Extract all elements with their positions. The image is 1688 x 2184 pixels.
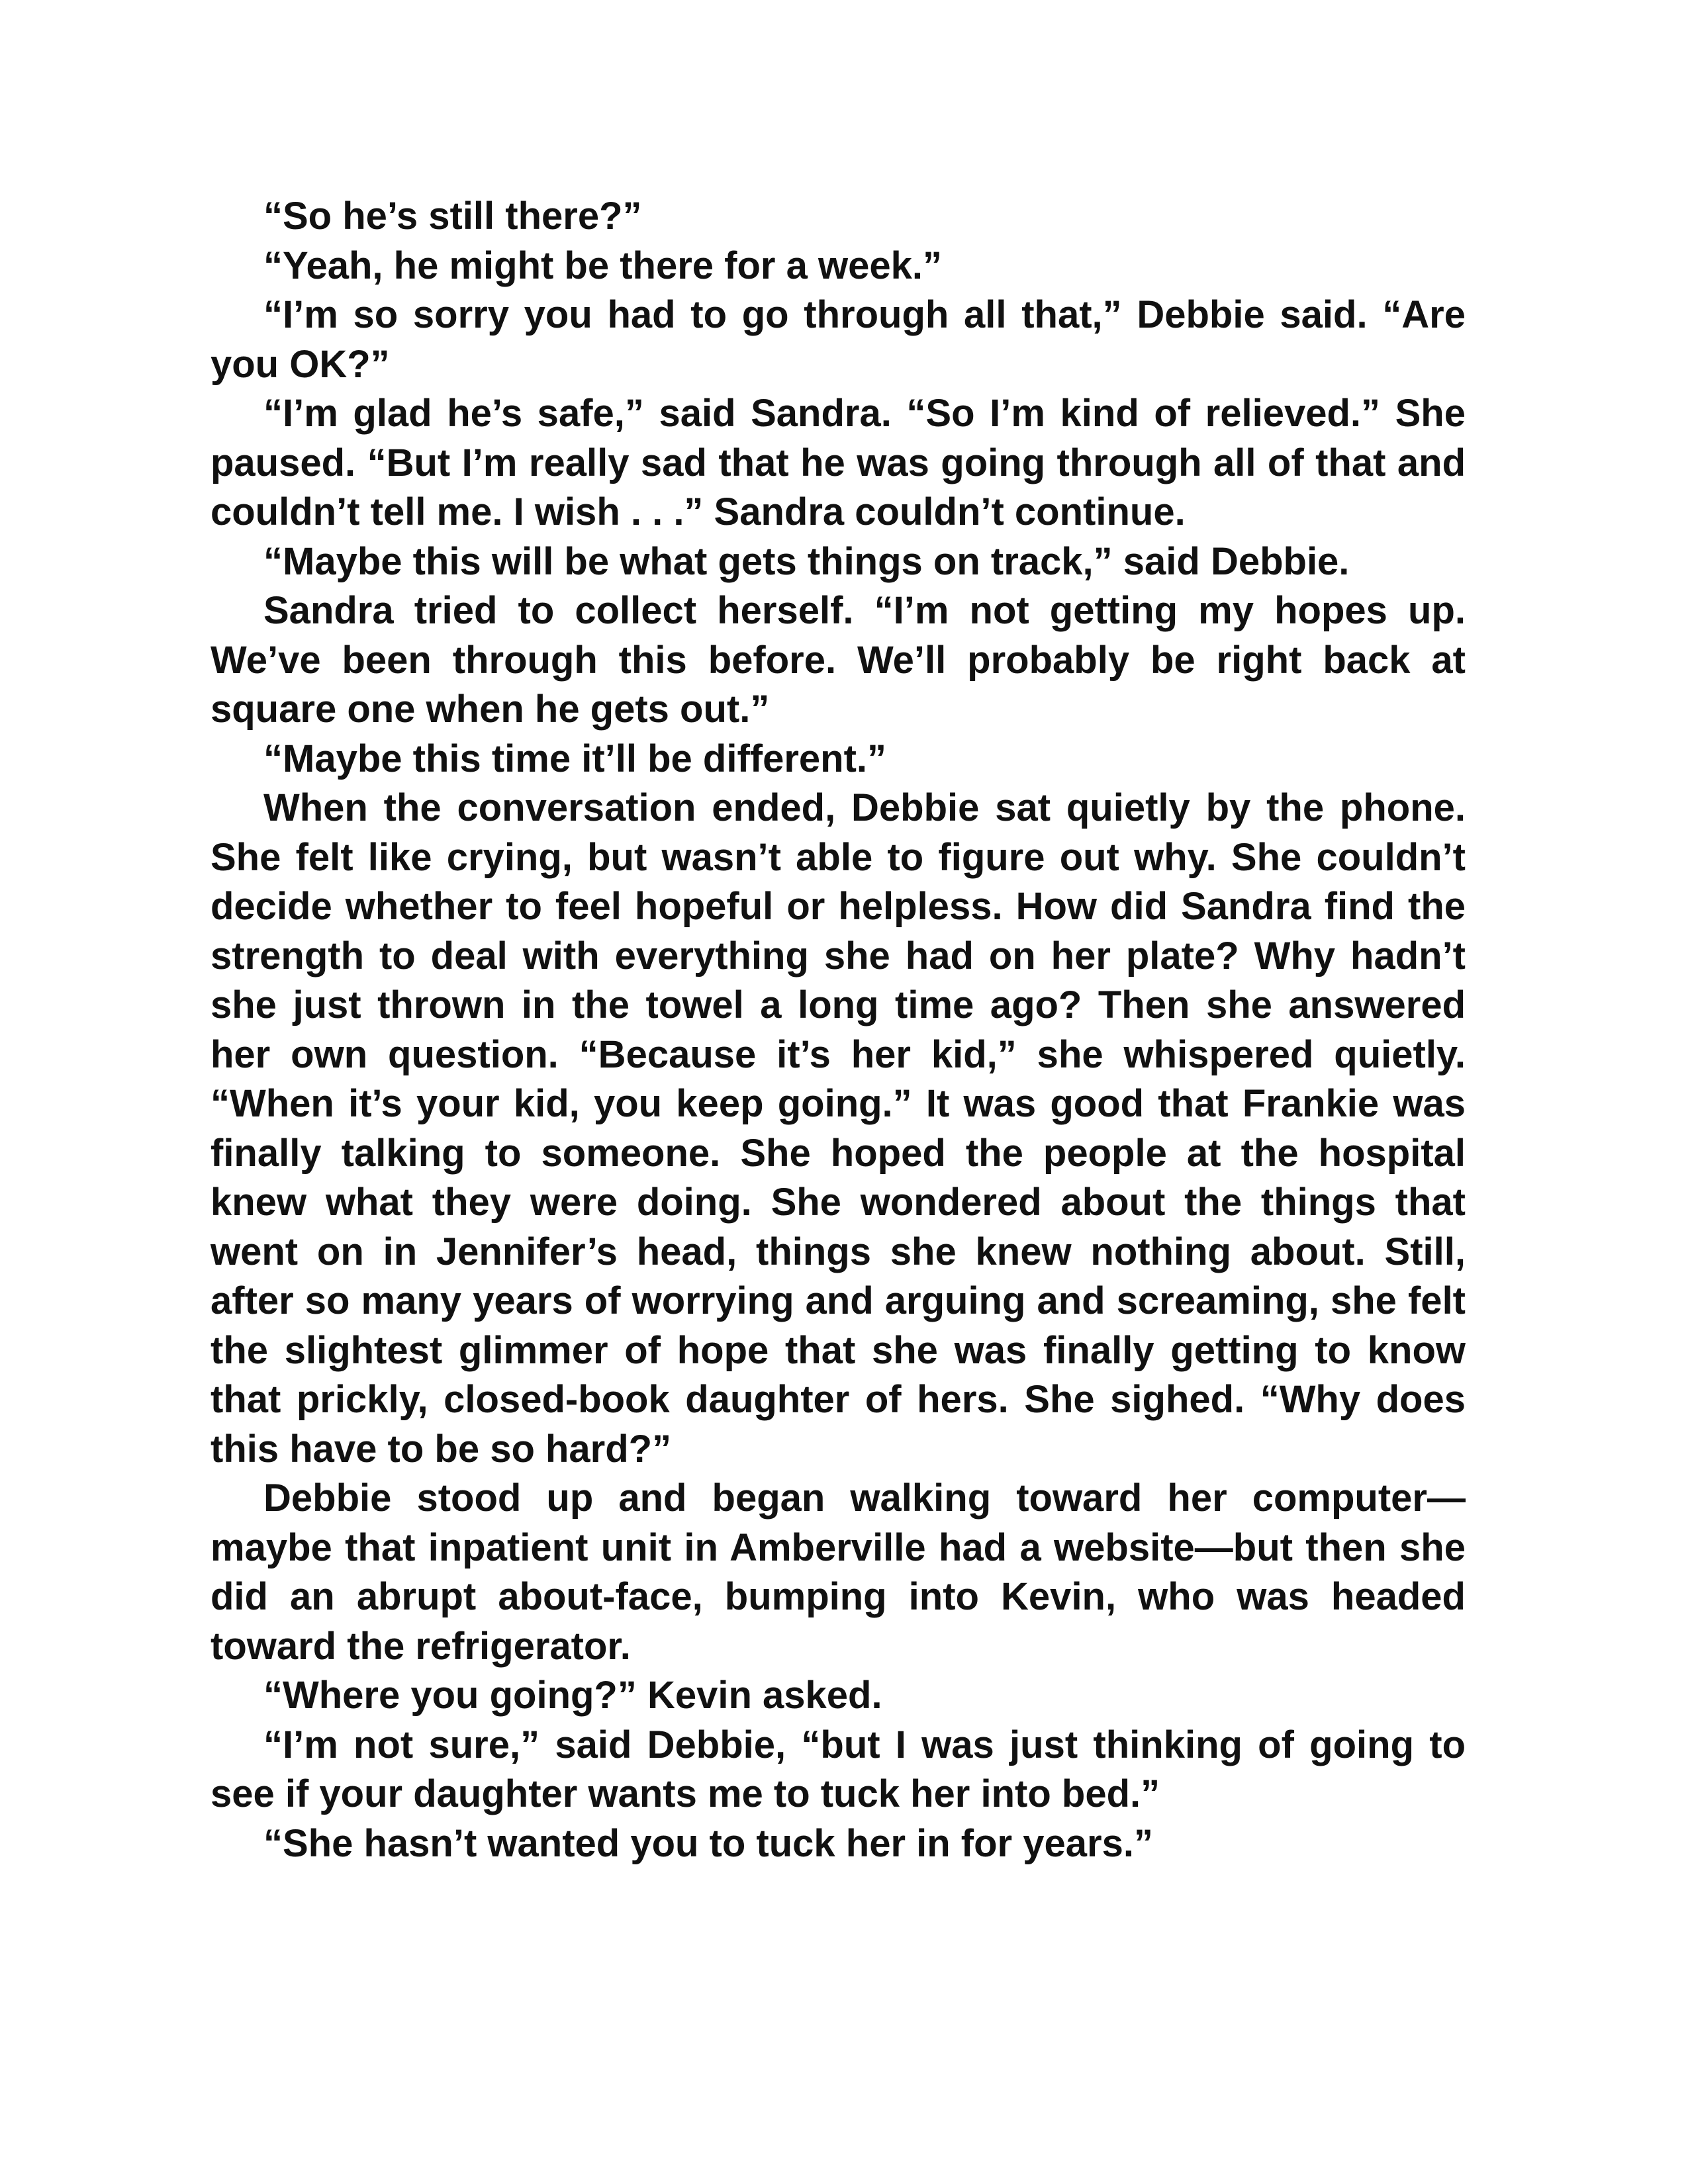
paragraph: “Maybe this time it’ll be different.” — [263, 737, 887, 780]
paragraph: “So he’s still there?” — [263, 195, 642, 238]
paragraph: “I’m not sure,” said Debbie, “but I was just thinking of going to see if your daughter wants me to tuck her into bed.” — [211, 1723, 1466, 1815]
paragraph: “I’m so sorry you had to go through all that,” Debbie said. “Are you OK?” — [211, 293, 1466, 386]
paragraph: “She hasn’t wanted you to tuck her in for years.” — [263, 1821, 1153, 1865]
paragraph: “I’m glad he’s safe,” said Sandra. “So I’m kind of relieved.” She paused. “But I’m really sad that he was going through all of that and couldn’t tell me. I wish . . .” Sandra couldn’t continue. — [211, 392, 1466, 533]
paragraph: “Where you going?” Kevin asked. — [263, 1674, 882, 1717]
paragraph: Sandra tried to collect herself. “I’m not getting my hopes up. We’ve been through this before. We’ll probably be right back at square one when he gets out.” — [211, 589, 1466, 731]
paragraph: Debbie stood up and began walking toward her computer—maybe that inpatient unit in Amberville had a website—but then she did an abrupt about-face, bumping into Kevin, who was headed toward the refrigerator. — [211, 1477, 1466, 1668]
paragraph: “Maybe this will be what gets things on track,” said Debbie. — [263, 539, 1350, 583]
paragraph: “Yeah, he might be there for a week.” — [263, 244, 942, 287]
book-page — [211, 192, 1466, 1868]
paragraph: When the conversation ended, Debbie sat quietly by the phone. She felt like crying, but wasn’t able to figure out why. She couldn’t decide whether to feel hopeful or helpless. How did Sandra find the strength to deal with everything she had on her plate? Why hadn’t she just thrown in the towel a long time ago? Then she answered her own question. “Because it’s her kid,” she whispered quietly. “When it’s your kid, you keep going.” It was good that Frankie was finally talking to someone. She hoped the people at the hospital knew what they were doing. She wondered about the things that went on in Jennifer’s head, things she knew nothing about. Still, after so many years of worrying and arguing and screaming, she felt the slightest glimmer of hope that she was finally getting to know that prickly, closed-book daughter of hers. She sighed. “Why does this have to be so hard?” — [211, 786, 1466, 1471]
